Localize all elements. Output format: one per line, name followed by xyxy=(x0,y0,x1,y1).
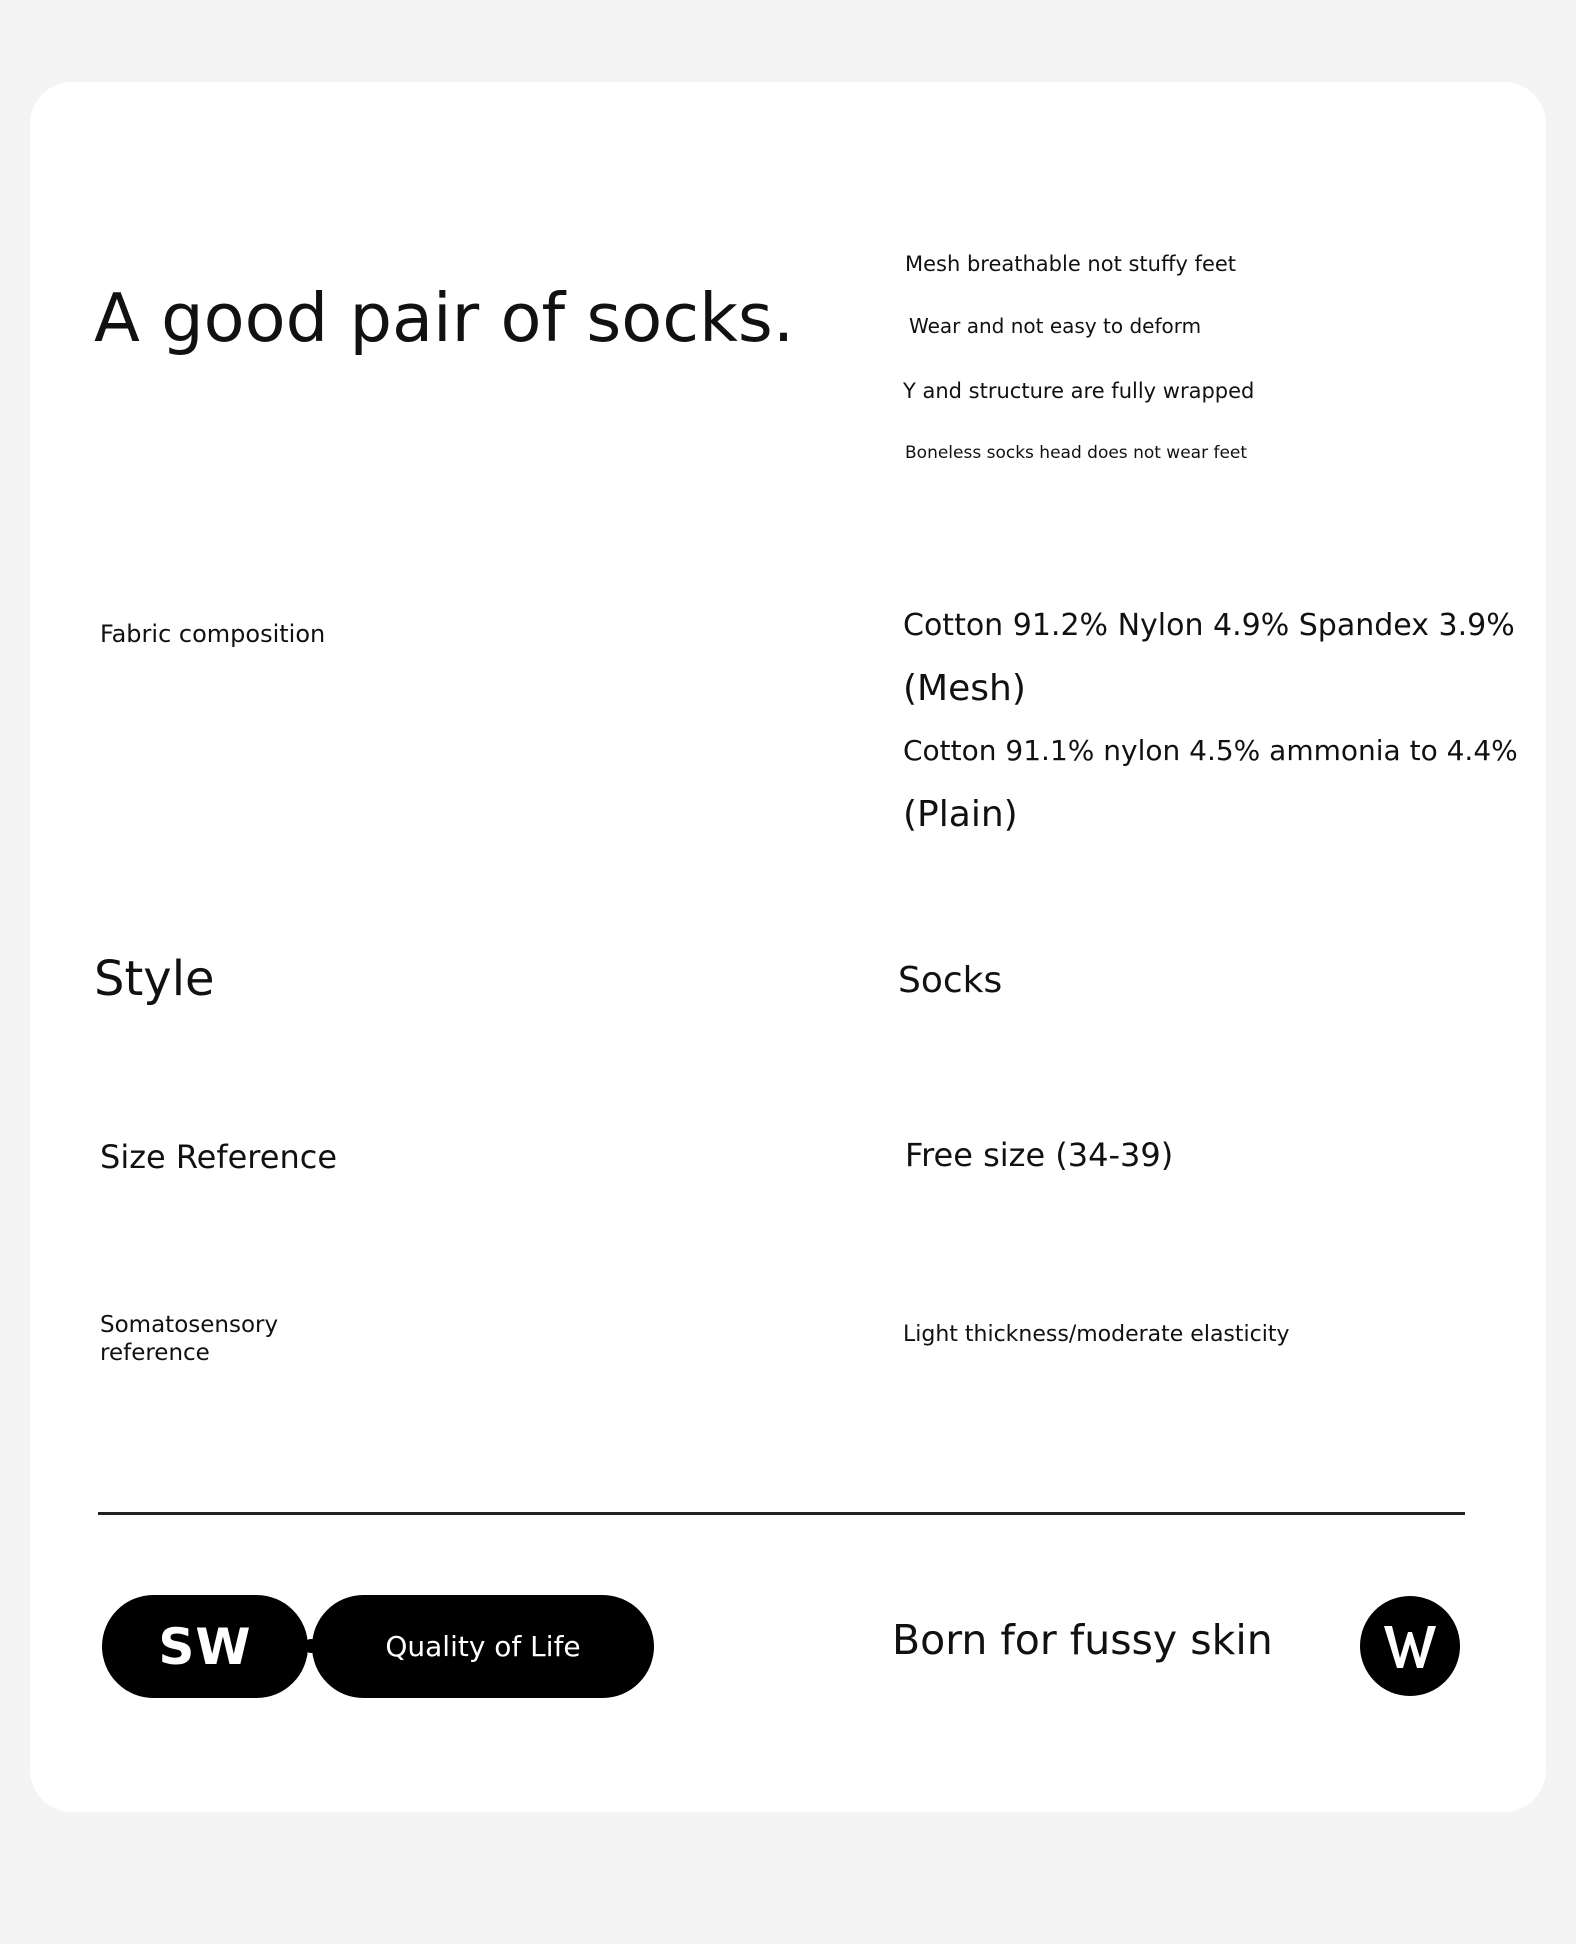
divider xyxy=(98,1512,1465,1515)
feature-item: Boneless socks head does not wear feet xyxy=(905,443,1248,463)
page-title: A good pair of socks. xyxy=(94,279,795,357)
brand-badge: SW xyxy=(102,1595,308,1698)
slogan-badge: Quality of Life xyxy=(312,1595,654,1698)
somatosensory-label: Somatosensory reference xyxy=(100,1312,279,1366)
feature-item: Y and structure are fully wrapped xyxy=(903,379,1255,403)
size-label: Size Reference xyxy=(100,1138,337,1176)
feature-item: Wear and not easy to deform xyxy=(909,314,1202,338)
somatosensory-value: Light thickness/moderate elasticity xyxy=(903,1322,1290,1347)
size-value: Free size (34-39) xyxy=(905,1136,1174,1174)
feature-item: Mesh breathable not stuffy feet xyxy=(905,252,1237,276)
w-logo-icon xyxy=(1360,1596,1460,1696)
mesh-variant: (Mesh) xyxy=(903,668,1026,709)
plain-variant: (Plain) xyxy=(903,794,1018,835)
style-label: Style xyxy=(94,951,215,1007)
style-value: Socks xyxy=(898,960,1003,1001)
plain-composition: Cotton 91.1% nylon 4.5% ammonia to 4.4% xyxy=(903,734,1518,767)
tagline: Born for fussy skin xyxy=(892,1616,1273,1664)
mesh-composition: Cotton 91.2% Nylon 4.9% Spandex 3.9% xyxy=(903,608,1515,643)
spec-card xyxy=(30,82,1546,1812)
fabric-label: Fabric composition xyxy=(100,620,326,648)
